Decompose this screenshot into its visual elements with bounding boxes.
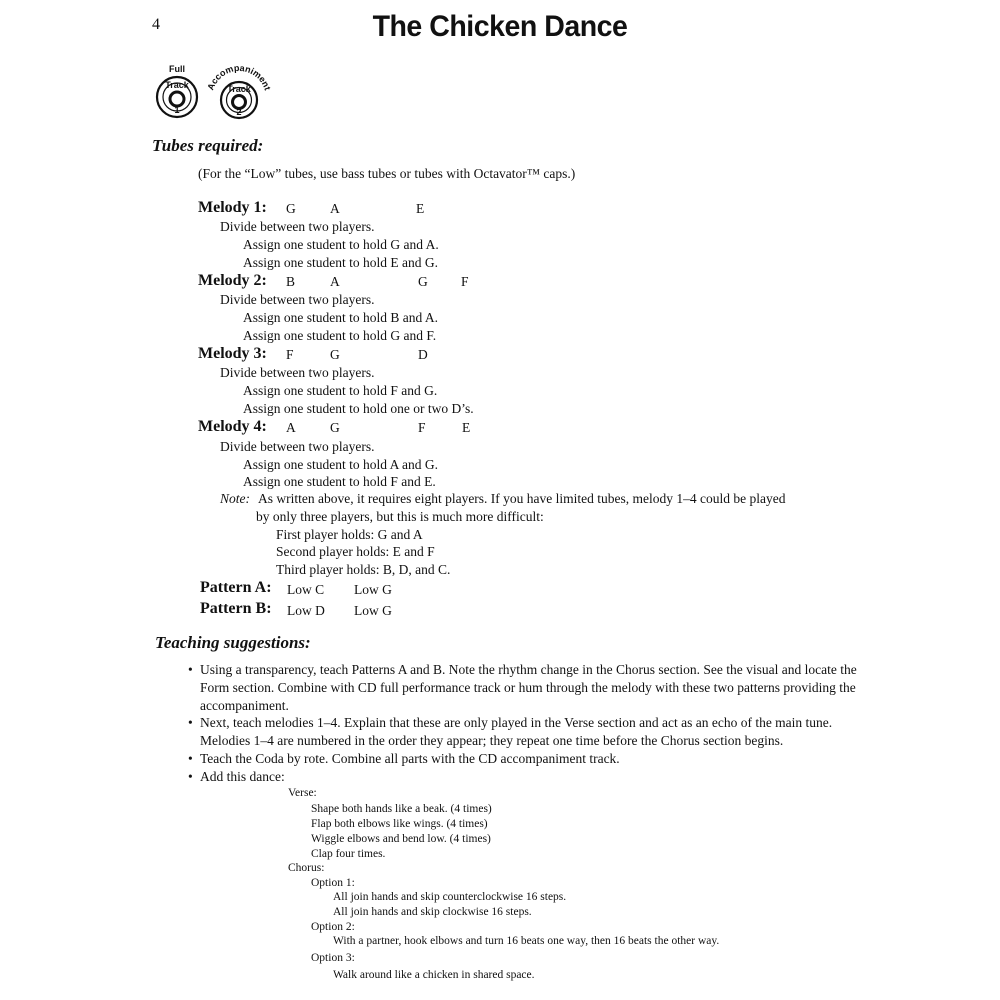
- bullet-dot: •: [188, 662, 193, 677]
- option-step: Walk around like a chicken in shared space.: [333, 969, 535, 981]
- melody-1-note: G: [286, 201, 296, 216]
- list-item: [188, 661, 868, 714]
- melody-4-note: E: [462, 420, 471, 435]
- bullet-dot: •: [188, 750, 193, 766]
- bullet-text: Add this dance:: [200, 768, 285, 784]
- melody-4-assign: Assign one student to hold A and G.: [243, 457, 438, 472]
- verse-step: Flap both elbows like wings. (4 times): [311, 818, 488, 830]
- verse-step: Shape both hands like a beak. (4 times): [311, 803, 492, 815]
- cd-icon-accompaniment-track: [204, 62, 274, 122]
- melody-4-divide: Divide between two players.: [220, 439, 375, 454]
- cd-icon-full-number: 1: [174, 105, 180, 115]
- bullet-dot: •: [188, 768, 193, 784]
- melody-3-assign: Assign one student to hold F and G.: [243, 383, 438, 398]
- cd-icon-full-track-label: Track: [165, 80, 189, 90]
- list-item: [188, 750, 868, 768]
- melody-2-note: B: [286, 274, 296, 289]
- verse-label: Verse:: [288, 787, 317, 799]
- list-item: [188, 714, 868, 750]
- melody-1-note: E: [416, 201, 425, 216]
- list-item: [188, 768, 868, 786]
- melody-2-note: G: [418, 274, 428, 289]
- tubes-heading: Tubes required:: [152, 136, 264, 155]
- pattern-b-value: Low D: [287, 603, 325, 618]
- melody-1-label: Melody 1:: [198, 199, 267, 216]
- pattern-a-label: Pattern A:: [200, 579, 272, 596]
- teaching-heading: Teaching suggestions:: [155, 633, 311, 652]
- option-step: All join hands and skip counterclockwise 16 steps.: [333, 891, 567, 903]
- melody-1-note: A: [330, 201, 340, 216]
- player-line: Second player holds: E and F: [276, 544, 435, 559]
- melody-2-note: F: [461, 274, 469, 289]
- melody-4-assign: Assign one student to hold F and E.: [243, 474, 436, 489]
- note-line-1: As written above, it requires eight players. If you have limited tubes, melody 1–4 could be played: [258, 491, 786, 506]
- option-step: With a partner, hook elbows and turn 16 beats one way, then 16 beats the other way.: [333, 935, 720, 947]
- pattern-a-value: Low G: [354, 582, 392, 597]
- pattern-b-label: Pattern B:: [200, 600, 272, 617]
- melody-2-assign: Assign one student to hold G and F.: [243, 328, 437, 343]
- melody-2-label: Melody 2:: [198, 272, 267, 289]
- option-label: Option 3:: [311, 952, 355, 964]
- chorus-label: Chorus:: [288, 862, 325, 874]
- melody-3-label: Melody 3:: [198, 345, 267, 362]
- melody-3-assign: Assign one student to hold one or two D’s.: [243, 401, 474, 416]
- bullet-text: Teach the Coda by rote. Combine all parts with the CD accompaniment track.: [200, 750, 620, 766]
- cd-icon-full-label: Full: [169, 64, 185, 74]
- cd-icon-accompaniment-track-label: Track: [227, 84, 251, 94]
- tubes-intro: (For the “Low” tubes, use bass tubes or tubes with Octavator™ caps.): [198, 166, 576, 181]
- melody-4-label: Melody 4:: [198, 418, 267, 435]
- cd-icon-accompaniment-number: 2: [236, 107, 242, 117]
- cd-icon-accompaniment-label: Accompaniment: [205, 62, 273, 92]
- player-line: Third player holds: B, D, and C.: [276, 562, 451, 577]
- melody-3-note: D: [418, 347, 428, 362]
- melody-1-divide: Divide between two players.: [220, 219, 375, 234]
- melody-2-assign: Assign one student to hold B and A.: [243, 310, 438, 325]
- melody-4-note: G: [330, 420, 340, 435]
- page-title: The Chicken Dance: [372, 10, 628, 43]
- melody-1-assign: Assign one student to hold G and A.: [243, 237, 439, 252]
- bullet-dot: •: [188, 715, 193, 731]
- option-label: Option 2:: [311, 921, 355, 933]
- pattern-b-value: Low G: [354, 603, 392, 618]
- melody-3-divide: Divide between two players.: [220, 365, 375, 380]
- melody-2-divide: Divide between two players.: [220, 292, 375, 307]
- note-line-2: by only three players, but this is much more difficult:: [256, 509, 544, 524]
- melody-4-note: F: [418, 420, 426, 435]
- cd-icon-full-track: [150, 62, 206, 122]
- melody-3-note: F: [286, 347, 294, 362]
- teaching-bullet-list: [188, 661, 868, 786]
- option-label: Option 1:: [311, 877, 355, 889]
- pattern-a-value: Low C: [287, 582, 325, 597]
- page-number: 4: [152, 16, 160, 33]
- verse-step: Clap four times.: [311, 848, 386, 860]
- melody-4-note: A: [286, 420, 296, 435]
- melody-1-assign: Assign one student to hold E and G.: [243, 255, 438, 270]
- bullet-text: Next, teach melodies 1–4. Explain that these are only played in the Verse section and act as an echo of the main tune. Melodies 1–4 are numbered in the order they appear; they repeat one time before the Chorus section begins.: [200, 715, 833, 749]
- option-step: All join hands and skip clockwise 16 steps.: [333, 906, 532, 918]
- note-label: Note:: [220, 491, 250, 506]
- melody-2-note: A: [330, 274, 340, 289]
- melody-3-note: G: [330, 347, 340, 362]
- player-line: First player holds: G and A: [276, 527, 423, 542]
- verse-step: Wiggle elbows and bend low. (4 times): [311, 833, 491, 845]
- bullet-text: Using a transparency, teach Patterns A and B. Note the rhythm change in the Chorus section. See the visual and locate the Form section. Combine with CD full performance track or hum through the melody with these two patterns providing the accompaniment.: [200, 662, 857, 713]
